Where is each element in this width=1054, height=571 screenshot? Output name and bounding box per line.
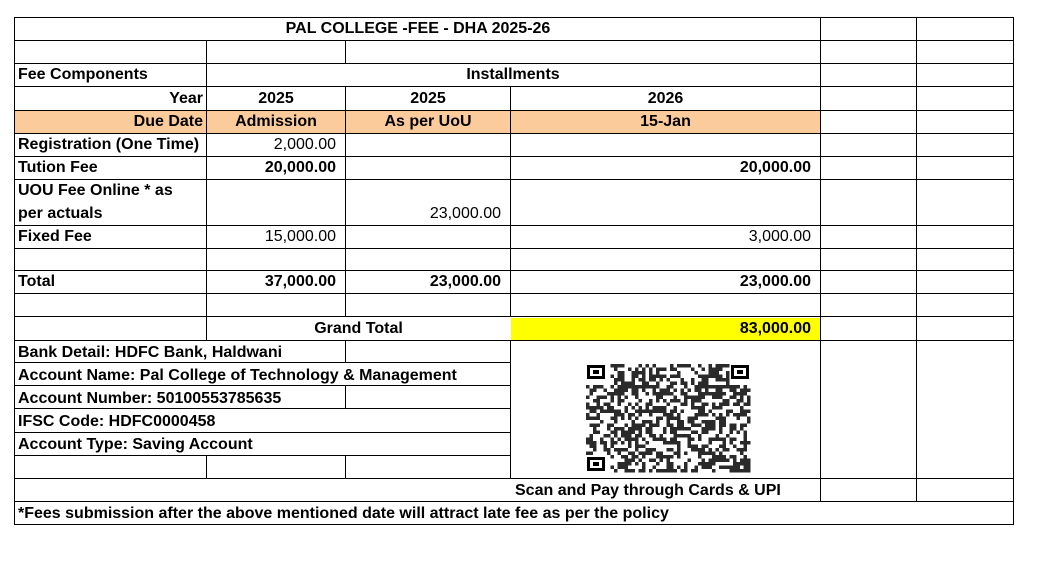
registration-col1: 2,000.00	[273, 136, 336, 153]
uou-label-line1: UOU Fee Online * as	[18, 182, 173, 199]
ifsc-code: IFSC Code: HDFC0000458	[18, 413, 216, 430]
due-date-col2: As per UoU	[384, 113, 472, 130]
year-col2: 2025	[410, 90, 446, 107]
fixed-label: Fixed Fee	[18, 228, 92, 245]
bank-detail: Bank Detail: HDFC Bank, Haldwani	[18, 344, 283, 361]
year-col3: 2026	[647, 90, 684, 107]
grand-total-value: 83,000.00	[739, 320, 811, 337]
scan-pay-note: Scan and Pay through Cards & UPI	[515, 482, 781, 499]
tuition-col3: 20,000.00	[739, 159, 811, 176]
account-number: Account Number: 50100553785635	[18, 390, 282, 407]
uou-col2: 23,000.00	[429, 205, 501, 222]
year-label: Year	[169, 90, 203, 107]
year-col1: 2025	[258, 90, 294, 107]
account-name: Account Name: Pal College of Technology & Management	[18, 367, 457, 384]
total-col3: 23,000.00	[739, 273, 811, 290]
tuition-col1: 20,000.00	[264, 159, 336, 176]
total-col2: 23,000.00	[429, 273, 501, 290]
fee-components-header: Fee Components	[18, 66, 148, 83]
fixed-col1: 15,000.00	[264, 228, 336, 245]
grand-total-label: Grand Total	[314, 320, 403, 337]
registration-label: Registration (One Time)	[18, 136, 200, 153]
total-label: Total	[18, 273, 56, 290]
tuition-label: Tution Fee	[18, 159, 98, 176]
late-fee-footnote: *Fees submission after the above mentioned date will attract late fee as per the policy	[18, 505, 669, 522]
due-date-col1: Admission	[235, 113, 317, 130]
fixed-col3: 3,000.00	[748, 228, 811, 245]
account-type: Account Type: Saving Account	[18, 436, 253, 453]
due-date-label: Due Date	[133, 113, 203, 130]
uou-label-line2: per actuals	[18, 205, 103, 222]
qr-code-icon	[584, 362, 752, 474]
installments-header: Installments	[466, 66, 560, 83]
total-col1: 37,000.00	[264, 273, 336, 290]
sheet-title: PAL COLLEGE -FEE - DHA 2025-26	[285, 20, 551, 37]
due-date-col3: 15-Jan	[640, 113, 691, 130]
